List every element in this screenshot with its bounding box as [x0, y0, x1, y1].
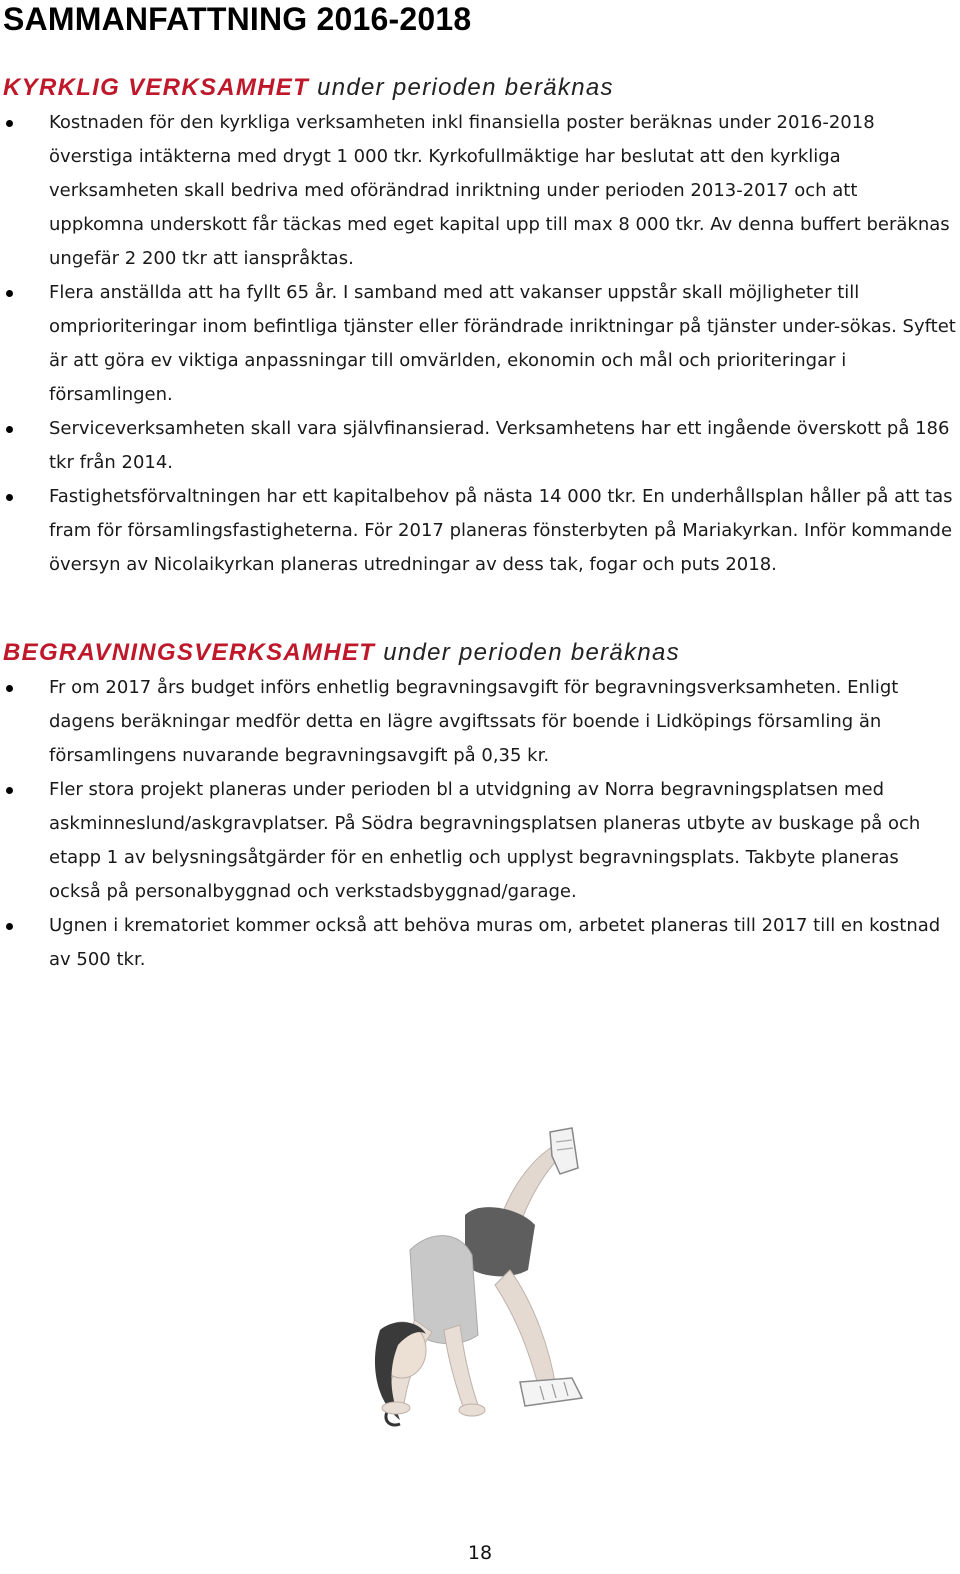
bullet-dot-icon [6, 290, 13, 297]
list-item-text: Fler stora projekt planeras under perioden bl a utvidgning av Norra begravningsplatsen med askminneslund/askgravplatser. På Södra begravningsplatsen planeras utbyte av buskage på och etapp 1 av belysningsåtgärder för en enhetlig och upplyst begravningsplats. Takbyte planeras också på personalbyggnad och verkstadsbyggnad/garage. [49, 779, 921, 902]
section-heading-begravning [3, 638, 680, 668]
list-item [0, 909, 960, 977]
begravning-bullet-list [0, 671, 960, 977]
section-heading-highlight: BEGRAVNINGSVERKSAMHET [3, 639, 376, 666]
page-title: SAMMANFATTNING 2016-2018 [3, 1, 472, 37]
list-item-text: Serviceverksamheten skall vara självfinansierad. Verksamhetens har ett ingående överskott på 186 tkr från 2014. [49, 418, 950, 473]
section-heading-highlight: KYRKLIG VERKSAMHET [3, 74, 310, 101]
list-item [0, 412, 960, 480]
section-heading-rest: under perioden beräknas [383, 639, 680, 666]
section-heading-rest: under perioden beräknas [317, 74, 614, 101]
page-number: 18 [467, 1542, 493, 1564]
list-item-text: Kostnaden för den kyrkliga verksamheten inkl finansiella poster beräknas under 2016-2018 överstiga intäkterna med drygt 1 000 tkr. Kyrkofullmäktige har beslutat att den kyrkliga verksamheten skall bedriva med oförändrad inriktning under perioden 2013-2017 och att uppkomna underskott får täckas med eget kapital upp till max 8 000 tkr. Av denna buffert beräknas ungefär 2 200 tkr att ianspråktas. [49, 112, 950, 269]
list-item-text: Flera anställda att ha fyllt 65 år. I samband med att vakanser uppstår skall möjligheter till omprioriteringar inom befintliga tjänster eller förändrade inriktningar på tjänster under-sökas. Syftet är att göra ev viktiga anpassningar till omvärlden, ekonomin och mål och prioriteringar i församlingen. [49, 282, 956, 405]
raised-sneaker-icon [550, 1128, 578, 1174]
support-leg [495, 1270, 556, 1392]
child-backbend-photo [360, 1120, 620, 1430]
list-item [0, 276, 960, 412]
list-item-text: Fr om 2017 års budget införs enhetlig begravningsavgift för begravningsverksamheten. Enligt dagens beräkningar medför detta en lägre avgiftssats för boende i Lidköpings församling än församlingens nuvarande begravningsavgift på 0,35 kr. [49, 677, 899, 766]
list-item [0, 106, 960, 276]
list-item [0, 480, 960, 582]
list-item-text: Ugnen i krematoriet kommer också att behöva muras om, arbetet planeras till 2017 till en kostnad av 500 tkr. [49, 915, 941, 970]
list-item-text: Fastighetsförvaltningen har ett kapitalbehov på nästa 14 000 tkr. En underhållsplan håller på att tas fram för församlingsfastigheterna. För 2017 planeras fönsterbyten på Mariakyrkan. Inför kommande översyn av Nicolaikyrkan planeras utredningar av dess tak, fogar och puts 2018. [49, 486, 953, 575]
bullet-dot-icon [6, 426, 13, 433]
list-item [0, 671, 960, 773]
support-sneaker-icon [520, 1378, 582, 1406]
bullet-dot-icon [6, 787, 13, 794]
section-heading-kyrklig [3, 73, 614, 103]
kyrklig-bullet-list [0, 106, 960, 582]
bullet-dot-icon [6, 120, 13, 127]
bullet-dot-icon [6, 923, 13, 930]
bullet-dot-icon [6, 494, 13, 501]
list-item [0, 773, 960, 909]
shorts [465, 1207, 535, 1276]
bullet-dot-icon [6, 685, 13, 692]
